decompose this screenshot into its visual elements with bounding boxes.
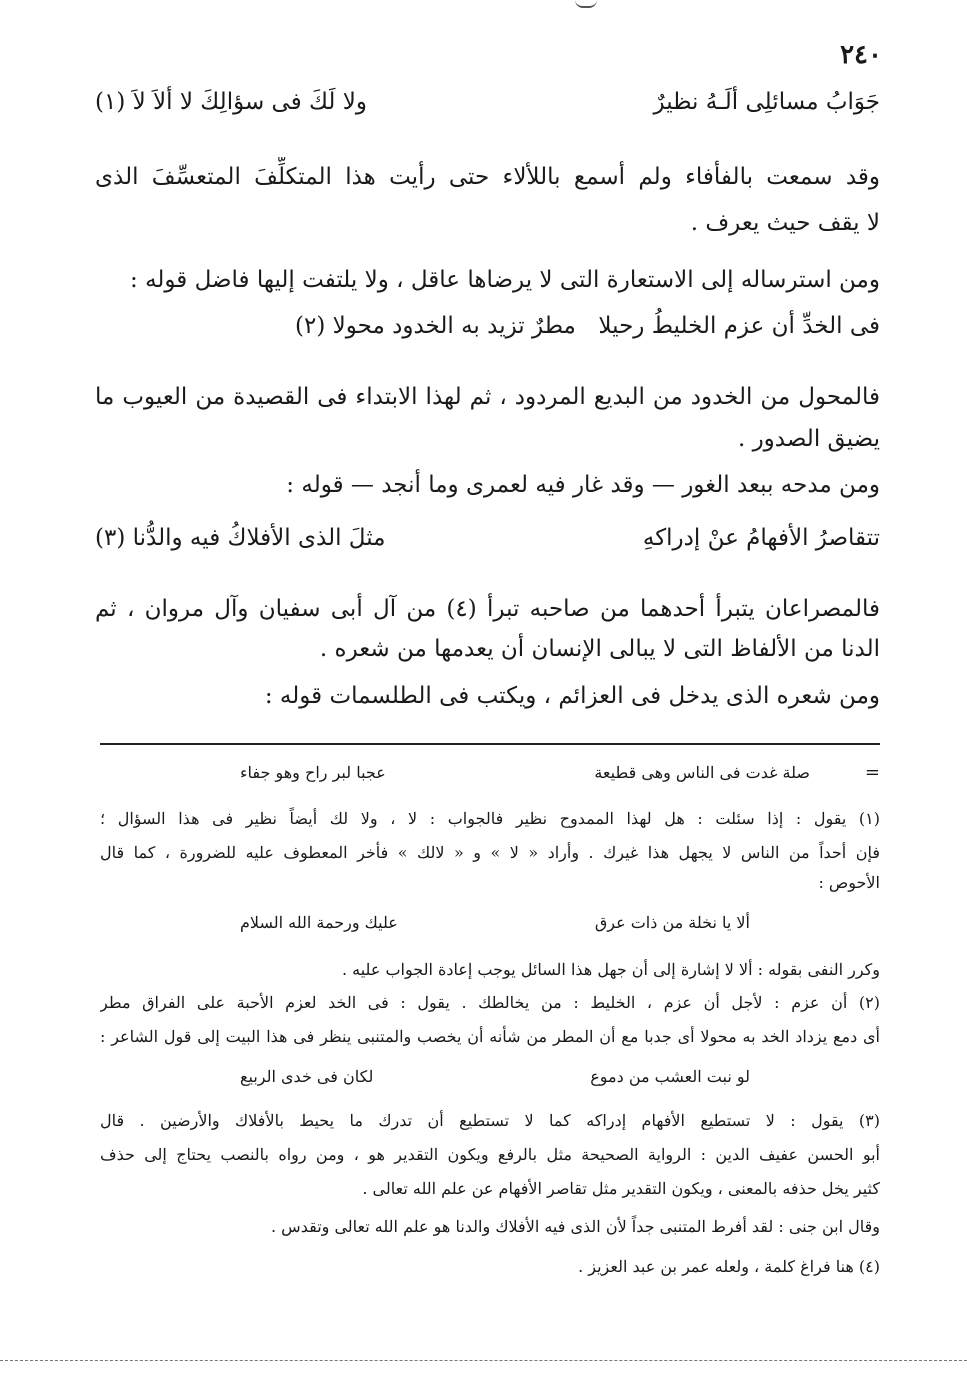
- footnote-2-verse-second-hemistich: لكان فى خدى الربيع: [240, 1067, 374, 1086]
- footnote-2-verse-first-hemistich: لو نبت العشب من دموع: [590, 1067, 750, 1086]
- footnote-1-verse-first-hemistich: ألا يا نخلة من ذات عرق: [594, 913, 750, 932]
- footnote-1-verse-second-hemistich: عليك ورحمة الله السلام: [240, 913, 398, 932]
- footnote-4: (٤) هنا فراغ كلمة ، ولعله عمر بن عبد العزيز .: [578, 1257, 880, 1276]
- footnote-1-line-2: فإن أحداً من الناس لا يجهل هذا غيرك . وأراد « لا » و « لالك » فأخر المعطوف عليه للضرورة ، كما قال: [100, 843, 880, 862]
- verse-2-first-hemistich: فى الخدِّ أن عزم الخليطُ رحيلا: [598, 313, 880, 339]
- verse-2: [95, 306, 880, 346]
- paragraph-2-line-2: يضيق الصدور .: [737, 426, 880, 452]
- page-number: ٢٤٠: [840, 40, 882, 70]
- continuation-verse-second-hemistich: عجبا لبر راح وهو جفاء: [240, 763, 386, 782]
- footnote-3-line-1: (٣) يقول : لا تستطيع الأفهام إدراكه كما لا تستطيع أن تدرك ما يحيط بالأفلاك والأرضين . قال: [100, 1111, 880, 1130]
- top-scan-mark: [575, 0, 597, 8]
- verse-3-first-hemistich: تتقاصرُ الأفهامُ عنْ إدراكهِ: [642, 525, 880, 551]
- intro-2: ومن استرساله إلى الاستعارة التى لا يرضاها عاقل ، ولا يلتفت إليها فاضل قوله :: [130, 267, 880, 293]
- footnote-1-after: وكرر النفى بقوله : ألا لا إشارة إلى أن جهل هذا السائل يوجب إعادة الجواب عليه .: [341, 960, 880, 979]
- verse-3: [95, 518, 880, 558]
- bottom-scan-edge: [0, 1360, 967, 1361]
- verse-1: [95, 82, 880, 122]
- continuation-verse: [240, 760, 880, 786]
- footnote-1-verse: [240, 910, 750, 936]
- verse-1-second-hemistich: ولا لَكَ فى سؤالِكَ لا ألاَ لاَ (١): [95, 89, 367, 115]
- continuation-verse-first-hemistich: صلة غدت فى الناس وهى قطيعة: [594, 763, 810, 782]
- verse-3-second-hemistich: مثلَ الذى الأفلاكُ فيه والدُّنا (٣): [95, 525, 386, 551]
- footnote-1-line-1: (١) يقول : إذا سئلت : هل لهذا الممدوح نظير فالجواب : لا ، ولا لك أيضاً نظير فى هذا السؤال ؛: [100, 809, 880, 828]
- footnote-2-verse: [240, 1064, 750, 1090]
- footnote-2-line-2: أى دمع يزداد الخد به محولا أى جدبا مع أن المطر من شأنه أن يخصب والمتنبى ينظر فى هذا البيت إلى قول الشاعر :: [100, 1027, 880, 1046]
- footnote-3-after: وقال ابن جنى : لقد أفرط المتنبى جداً لأن الذى فيه الأفلاك والدنا هو علم الله تعالى وتقدس .: [271, 1217, 880, 1236]
- verse-2-second-hemistich: مطرٌ تزيد به الخدود محولا (٢): [295, 313, 576, 339]
- paragraph-3-line-1: فالمصراعان يتبرأ أحدهما من صاحبه تبرأ (٤) من آل أبى سفيان وآل مروان ، ثم: [95, 596, 880, 622]
- intro-3: ومن مدحه ببعد الغور — وقد غار فيه لعمرى وما أنجد — قوله :: [286, 472, 880, 498]
- paragraph-1-line-2: لا يقف حيث يعرف .: [690, 210, 880, 236]
- paragraph-1-line-1: وقد سمعت بالفأفاء ولم أسمع باللألاء حتى رأيت هذا المتكلِّفَ المتعسِّفَ الذى: [95, 164, 880, 190]
- intro-4: ومن شعره الذى يدخل فى العزائم ، ويكتب فى الطلسمات قوله :: [264, 683, 880, 709]
- footnote-separator: [100, 743, 880, 745]
- paragraph-2-line-1: فالمحول من الخدود من البديع المردود ، ثم لهذا الابتداء فى القصيدة من العيوب ما: [95, 384, 880, 410]
- paragraph-3-line-2: الدنا من الألفاظ التى لا يبالى الإنسان أن يعدمها من شعره .: [319, 636, 880, 662]
- continuation-marker: =: [864, 762, 880, 783]
- footnote-1-line-3: الأحوص :: [818, 873, 880, 892]
- footnote-2-line-1: (٢) أن عزم : لأجل أن عزم ، الخليط : من يخالطك . يقول : فى الخد لعزم الأحبة على الفراق مطر: [100, 993, 880, 1012]
- footnote-3-line-3: كثير يخل حذفه بالمعنى ، ويكون التقدير مثل تقاصر الأفهام عن علم الله تعالى .: [362, 1179, 880, 1198]
- verse-1-first-hemistich: جَوَابُ مسائلِى ألَـهُ نظيرٌ: [653, 89, 880, 115]
- footnote-3-line-2: أبو الحسن عفيف الدين : الرواية الصحيحة مثل بالرفع ويكون التقدير هو ، ومن رواه بالنصب يحتاج إلى حذف: [100, 1145, 880, 1164]
